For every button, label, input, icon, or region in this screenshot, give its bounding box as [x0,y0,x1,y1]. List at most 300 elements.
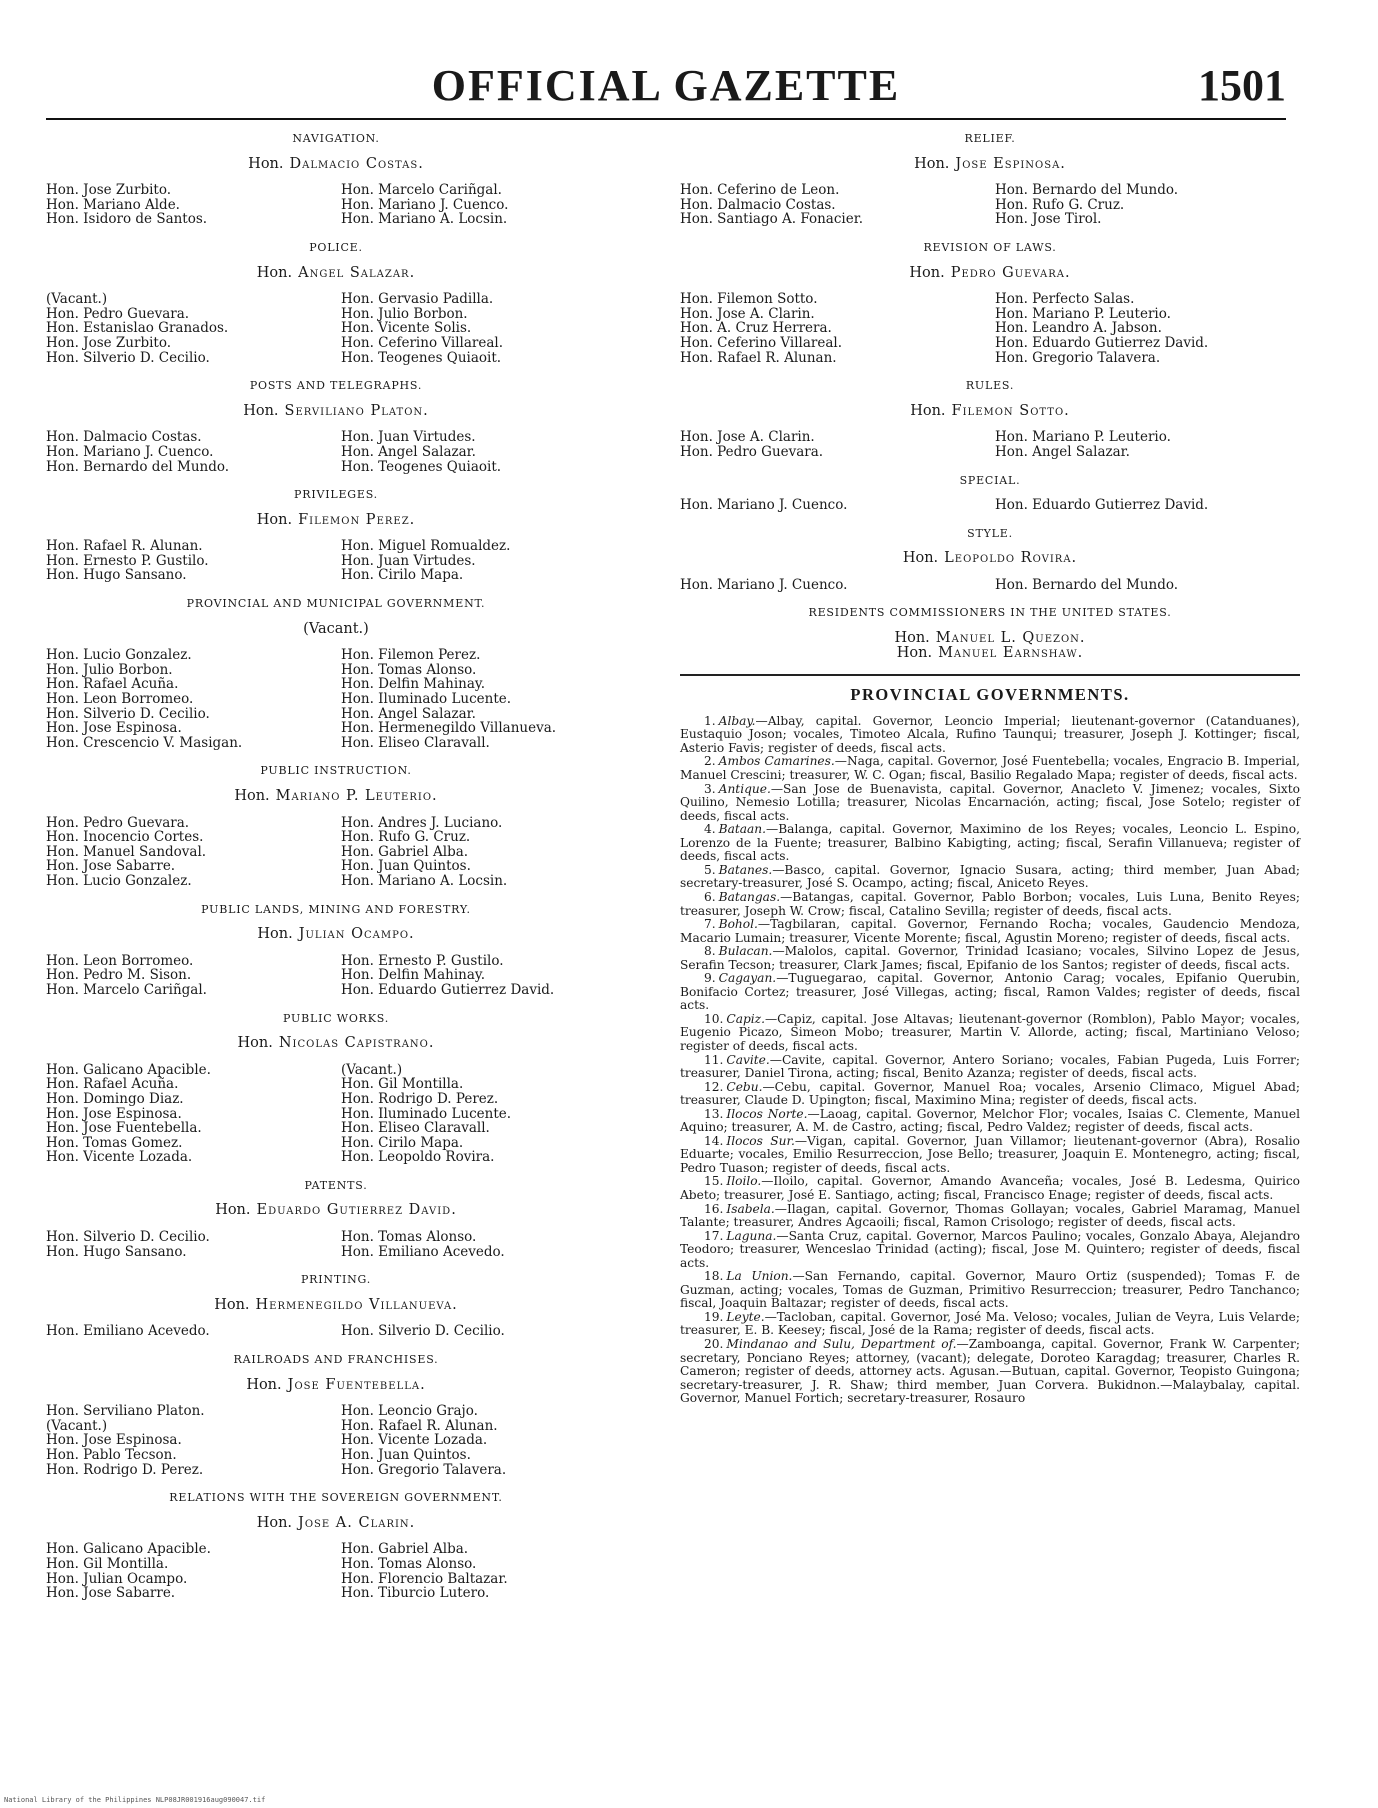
province-name: Antique. [718,781,771,796]
chair-honorific: Hon. [896,644,933,661]
province-name: Ilocos Sur. [726,1133,795,1148]
committee-members [46,430,626,474]
member-name: Hon. Florencio Baltazar. [341,1570,508,1587]
committee-name: STYLE. [967,526,1013,540]
member-name: Hon. Ernesto P. Gustilo. [341,952,504,969]
committee-chair [680,404,1300,419]
member-name: Hon. Estanislao Granados. [46,320,229,337]
committee-members [680,578,1300,593]
committee-section [680,527,1300,593]
members-right [331,1542,626,1600]
province-entry [680,1054,1300,1081]
provincial-governments-heading: PROVINCIAL GOVERNMENTS. [850,685,1130,705]
entry-number: 9. [704,971,716,986]
member-name: Hon. Mariano J. Cuenco. [680,497,848,514]
member-name: Hon. Angel Salazar. [995,443,1130,460]
member-name: Hon. Jose Tirol. [995,211,1102,228]
scan-credit: National Library of the Philippines NLP08JR001916aug090047.tif [4,1796,266,1804]
committee-name: PATENTS. [304,1178,368,1192]
province-entry [680,945,1300,972]
committee-name: RESIDENTS COMMISSIONERS IN THE UNITED STATES. [808,606,1172,620]
members-right [985,292,1300,365]
province-name: Batanes. [718,862,773,877]
member-name: Hon. Ceferino Villareal. [680,334,842,351]
gazette-title: OFFICIAL GAZETTE [431,61,901,110]
member-name: Hon. Jose Zurbito. [46,334,172,351]
chair-name: Jose Fuentebella. [287,1376,426,1393]
committee-name: PUBLIC LANDS, MINING AND FORESTRY. [201,902,471,916]
chair-honorific: Hon. [909,264,945,281]
chair-honorific: Hon. [894,630,930,647]
member-name: Hon. Julio Borbon. [46,661,173,678]
member-name: Hon. Emiliano Acevedo. [341,1243,505,1260]
chair-honorific: Hon. [237,1035,273,1052]
members-right [985,183,1300,227]
chair-honorific: Hon. [910,402,946,419]
province-name: Ambos Camarines. [718,754,835,769]
committee-chair [680,266,1300,281]
member-name: Hon. Tomas Alonso. [341,1229,477,1246]
member-name: Hon. Lucio Gonzalez. [46,872,192,889]
right-committees [680,132,1300,660]
member-name: Hon. Galicano Apacible. [46,1061,211,1078]
committee-members [680,183,1300,227]
members-right [331,430,626,474]
committee-chair [46,1203,626,1218]
committee-section [680,132,1300,227]
committee-name: PROVINCIAL AND MUNICIPAL GOVERNMENT. [186,597,486,611]
chair-honorific: Hon. [248,155,284,172]
members-right [331,954,626,998]
commissioner-name [680,646,1300,661]
member-name: Hon. Bernardo del Mundo. [995,182,1179,199]
member-name: Hon. Gil Montilla. [46,1555,169,1572]
province-entry [680,918,1300,945]
province-details: —Vigan, capital. Governor, Juan Villamor; lieutenant-governor (Abra), Rosalio Eduarte; vocales, Emilio Resurreccion, Jose Bello; treasurer, Joaquin E. Montenegro, acting; fiscal, Pedro Tuason; register of deeds, fiscal acts. [680,1133,1300,1175]
province-entry [680,891,1300,918]
members-right [331,539,626,583]
committee-section [46,1353,626,1477]
province-entry [680,1108,1300,1135]
members-left [46,1542,331,1600]
committee-members [46,1542,626,1600]
commissioner: Manuel Earnshaw. [938,644,1084,661]
member-name: Hon. Marcelo Cariñgal. [341,182,502,199]
member-name: Hon. Silverio D. Cecilio. [46,705,210,722]
member-name: Hon. Rodrigo D. Perez. [341,1090,499,1107]
committee-section [46,903,626,998]
member-name: Hon. Angel Salazar. [341,705,476,722]
member-name: Hon. Filemon Perez. [341,647,481,664]
chair-honorific: Hon. [256,511,293,528]
entry-number: 3. [704,781,716,796]
province-details: —Iloilo, capital. Governor, Amando Avanceña; vocales, José B. Ledesma, Quirico Abeto; treasurer, José E. Santiago, acting; fiscal, Francisco Enage; register of deeds, fiscal acts. [680,1174,1300,1202]
entry-number: 13. [704,1106,724,1121]
committee-section [46,764,626,888]
member-name: Hon. Mariano A. Locsin. [341,872,508,889]
member-name: Hon. Mariano J. Cuenco. [46,443,214,460]
members-left [46,292,331,365]
member-name: Hon. Jose Sabarre. [46,1585,176,1602]
committee-chair [46,404,626,419]
member-name: Hon. A. Cruz Herrera. [680,320,832,337]
chair-name: Mariano P. Leuterio. [275,788,438,804]
province-entry [680,823,1300,864]
committee-members [46,1063,626,1165]
province-details: —Tacloban, capital. Governor, José Ma. Veloso; vocales, Julian de Veyra, Luis Velarde; treasurer, E. B. Keesey; fiscal, José de la Rama; register of deeds, fiscal acts. [680,1309,1300,1338]
member-name: Hon. Teogenes Quiaoit. [341,349,502,366]
entry-number: 16. [704,1201,724,1216]
committee-name: RULES. [965,379,1015,393]
member-name: Hon. Jose Fuentebella. [46,1120,202,1137]
committee-chair [46,1378,626,1393]
member-name: Hon. Leon Borromeo. [46,952,194,969]
member-name: Hon. Vicente Lozada. [46,1149,193,1166]
committee-section [46,132,626,227]
members-right [331,1404,626,1477]
province-name: Capiz. [726,1011,765,1026]
members-left [680,183,985,227]
province-name: Bataan. [718,822,767,837]
committee-chair [46,927,626,942]
committee-name: PUBLIC INSTRUCTION. [260,764,412,778]
member-name: Hon. Leoncio Grajo. [341,1403,478,1420]
member-name: Hon. Rafael R. Alunan. [341,1417,498,1434]
chair-honorific: Hon. [243,402,279,419]
member-name: Hon. Julian Ocampo. [46,1570,188,1587]
committee-members [46,954,626,998]
chair-honorific: Hon. [914,155,950,172]
chair-honorific: Hon. [256,264,293,281]
committee-name: PRIVILEGES. [294,488,378,502]
chair-name: Serviliano Platon. [284,402,429,419]
province-name: Cagayan. [718,971,777,986]
member-name: Hon. Juan Virtudes. [341,429,476,446]
member-name: Hon. Vicente Solis. [341,320,472,337]
member-name: Hon. Serviliano Platon. [46,1403,205,1420]
member-name: Hon. Hugo Sansano. [46,1243,187,1260]
member-name: Hon. Leopoldo Rovira. [341,1149,495,1166]
member-name: Hon. Mariano J. Cuenco. [341,196,509,213]
committee-name: RELATIONS WITH THE SOVEREIGN GOVERNMENT. [169,1491,503,1505]
province-name: Ilocos Norte. [726,1106,808,1121]
chair-honorific: Hon. [234,788,270,804]
member-name: Hon. Mariano P. Leuterio. [995,429,1171,446]
entry-number: 14. [704,1133,724,1148]
member-name: Hon. Ernesto P. Gustilo. [46,552,209,569]
members-right [985,578,1300,593]
committee-members [680,292,1300,365]
province-name: Bulacan. [718,944,773,959]
member-name: Hon. Rafael Acuña. [46,676,179,693]
province-name: Bohol. [718,917,758,932]
chair-name: Pedro Guevara. [950,264,1071,281]
province-details: —Balanga, capital. Governor, Maximino de los Reyes; vocales, Leoncio L. Espino, Lorenzo de la Fuente; treasurer, Balbino Kabigting, acting; fiscal, Serafin Villanueva; register of deeds, fiscal acts. [680,822,1300,864]
province-name: Isabela. [726,1201,775,1216]
commissioner-name [680,631,1300,646]
committee-chair [46,157,626,172]
member-name: Hon. Rafael R. Alunan. [46,538,203,555]
committee-section [680,474,1300,513]
chair-honorific: Hon. [902,550,939,567]
entry-number: 12. [704,1079,724,1094]
province-name: Batangas. [718,889,781,904]
province-entry [680,1270,1300,1311]
members-right [331,183,626,227]
entry-number: 10. [704,1011,724,1026]
members-left [46,1063,331,1165]
committee-chair [46,513,626,528]
member-name: Hon. Domingo Diaz. [46,1090,184,1107]
province-name: La Union. [726,1269,793,1284]
member-name: Hon. Eduardo Gutierrez David. [995,334,1209,351]
entry-number: 2. [704,754,716,769]
member-name: (Vacant.) [46,1417,108,1434]
province-entry [680,1311,1300,1338]
member-name: Hon. Vicente Lozada. [341,1432,488,1449]
members-right [985,498,1300,513]
entry-number: 1. [704,713,716,728]
province-details: —Capiz, capital. Jose Altavas; lieutenant-governor (Romblon), Pablo Mayor; vocales, Eugenio Picazo, Simeon Mobo; treasurer, Martin V. Allorde, acting; fiscal, Martiniano Veloso; register of deeds, fiscal acts. [680,1011,1300,1053]
members-left [46,1404,331,1477]
committee-chair [46,1516,626,1531]
province-name: Iloilo. [726,1174,762,1189]
member-name: Hon. Rufo G. Cruz. [341,829,471,846]
member-name: Hon. Crescencio V. Masigan. [46,734,243,751]
member-name: Hon. Pedro M. Sison. [46,967,192,984]
left-column [46,128,626,1603]
masthead [46,60,1286,120]
province-entry [680,972,1300,1013]
chair-name: Filemon Sotto. [951,402,1070,419]
members-right [331,1063,626,1165]
committee-section [46,1179,626,1259]
entry-number: 6. [704,889,716,904]
member-name: Hon. Ceferino Villareal. [341,334,503,351]
province-details: —Tuguegarao, capital. Governor, Antonio Carag; vocales, Epifanio Querubin, Bonifacio Cortez; treasurer, José Villegas, acting; fiscal, Ramon Valdes; register of deeds, fiscal acts. [680,971,1300,1013]
member-name: Hon. Jose Espinosa. [46,1432,182,1449]
chair-name: Hermenegildo Villanueva. [255,1296,458,1313]
members-right [331,648,626,750]
chair-name: Jose A. Clarin. [298,1514,416,1531]
committee-section [46,1012,626,1165]
member-name: Hon. Juan Quintos. [341,858,471,875]
province-entry [680,755,1300,782]
member-name: Hon. Jose Espinosa. [46,720,182,737]
member-name: Hon. Tomas Gomez. [46,1134,183,1151]
member-name: Hon. Gregorio Talavera. [341,1461,507,1478]
committee-members [680,498,1300,513]
province-name: Albay. [718,713,756,728]
member-name: Hon. Silverio D. Cecilio. [46,1229,210,1246]
province-details: —Laoag, capital. Governor, Melchor Flor; vocales, Isaias C. Clemente, Manuel Aquino; treasurer, A. M. de Castro, acting; fiscal, Pedro Valdez; register of deeds, fiscal acts. [680,1106,1300,1135]
committee-members [46,539,626,583]
member-name: Hon. Julio Borbon. [341,305,468,322]
member-name: Hon. Iluminado Lucente. [341,691,512,708]
member-name: Hon. Eliseo Claravall. [341,1120,490,1137]
member-name: Hon. Jose Sabarre. [46,858,176,875]
right-column [680,128,1300,1406]
member-name: Hon. Isidoro de Santos. [46,211,208,228]
province-entry [680,1013,1300,1054]
province-entry [680,1203,1300,1230]
committee-members [46,292,626,365]
members-left [680,578,985,593]
section-separator [680,674,1300,676]
member-name: Hon. Gabriel Alba. [341,843,469,860]
committee-members [46,183,626,227]
committee-section [46,597,626,750]
committee-members [46,1324,626,1339]
province-details: —Malolos, capital. Governor, Trinidad Icasiano; vocales, Silvino Lopez de Jesus, Serafin Tecson; treasurer, Clark James; fiscal, Epifanio de los Santos; register of deeds, fiscal acts. [680,944,1300,972]
province-details: —Santa Cruz, capital. Governor, Marcos Paulino; vocales, Gonzalo Abaya, Alejandro Teodoro; treasurer, Wenceslao Trinidad (acting); fiscal, Jose M. Quintero; register of deeds, fiscal acts. [680,1228,1300,1270]
province-details: —Batangas, capital. Governor, Pablo Borbon; vocales, Luis Luna, Benito Reyes; treasurer, Joseph W. Crow; fiscal, Catalino Sevilla; register of deeds, fiscal acts. [680,889,1300,918]
members-left [680,430,985,459]
member-name: Hon. Perfecto Salas. [995,291,1135,308]
committee-chair [46,1298,626,1313]
committee-chair [46,1036,626,1051]
member-name: Hon. Emiliano Acevedo. [46,1323,210,1340]
member-name: Hon. Teogenes Quiaoit. [341,458,502,475]
province-entry [680,783,1300,824]
member-name: Hon. Bernardo del Mundo. [995,576,1179,593]
committee-chair [680,551,1300,566]
member-name: Hon. Eduardo Gutierrez David. [341,981,555,998]
entry-number: 20. [704,1337,724,1351]
chair-honorific: Hon. [257,926,293,943]
members-right [331,1230,626,1259]
province-name: Mindanao and Sulu, Department of. [726,1337,957,1351]
province-name: Leyte. [726,1309,765,1324]
header-rule [46,118,1286,120]
member-name: Hon. Gil Montilla. [341,1076,464,1093]
member-name: Hon. Ceferino de Leon. [680,182,840,199]
committee-section [46,379,626,474]
committee-section [680,606,1300,660]
member-name: Hon. Silverio D. Cecilio. [46,349,210,366]
committee-name: SPECIAL. [959,473,1021,487]
province-details: —San Jose de Buenavista, capital. Governor, Anacleto V. Jimenez; vocales, Sixto Quilino, Nemesio Lotilla; treasurer, Nicolas Encarnación, acting; fiscal, Jose Sotelo; register of deeds, fiscal acts. [680,781,1300,823]
committee-members [46,1404,626,1477]
entry-number: 7. [704,917,716,932]
committee-members [46,816,626,889]
members-left [46,648,331,750]
committee-name: PRINTING. [300,1273,372,1287]
member-name: Hon. Delfin Mahinay. [341,676,486,693]
committee-members [680,430,1300,459]
member-name: Hon. Pedro Guevara. [680,443,824,460]
committee-members [46,648,626,750]
members-left [46,816,331,889]
chair-name: Julian Ocampo. [298,926,415,943]
member-name: Hon. Delfin Mahinay. [341,967,486,984]
committee-name: POSTS AND TELEGRAPHS. [249,379,423,393]
member-name: Hon. Inocencio Cortes. [46,829,204,846]
member-name: Hon. Jose Zurbito. [46,182,172,199]
province-entry [680,1135,1300,1176]
member-name: Hon. Mariano A. Locsin. [341,211,508,228]
province-details: —Albay, capital. Governor, Leoncio Imperial; lieutenant-governor (Catanduanes), Eustaquio Joson; vocales, Timoteo Alcala, Rufino Taunqui; treasurer, Joseph J. Kottinger; fiscal, Asterio Favis; register of deeds, fiscal acts. [680,713,1300,755]
member-name: Hon. Jose Espinosa. [46,1105,182,1122]
members-left [46,539,331,583]
chair-name: Filemon Perez. [298,511,416,528]
member-name: Hon. Dalmacio Costas. [680,196,836,213]
member-name: Hon. Cirilo Mapa. [341,567,464,584]
member-name: Hon. Filemon Sotto. [680,291,818,308]
province-details: —Naga, capital. Governor, José Fuentebella; vocales, Engracio B. Imperial, Manuel Crescini; treasurer, W. C. Ogan; fiscal, Basilio Regalado Mapa; register of deeds, fiscal acts. [680,754,1300,783]
member-name: Hon. Marcelo Cariñgal. [46,981,207,998]
member-name: Hon. Leandro A. Jabson. [995,320,1162,337]
member-name: Hon. Iluminado Lucente. [341,1105,512,1122]
chair-name: Eduardo Gutierrez David. [256,1202,457,1219]
page-number: 1501 [1198,61,1286,110]
members-right [331,292,626,365]
member-name: Hon. Rodrigo D. Perez. [46,1461,204,1478]
member-name: Hon. Jose A. Clarin. [680,429,815,446]
members-left [46,1324,331,1339]
member-name: Hon. Eliseo Claravall. [341,734,490,751]
province-name: Cebu. [726,1079,763,1094]
member-name: Hon. Rafael Acuña. [46,1076,179,1093]
province-details: —San Fernando, capital. Governor, Mauro Ortiz (suspended); Tomas F. de Guzman, acting; vocales, Tomas de Guzman, Primitivo Resurreccion; treasurer, Pedro Tanchanco; fiscal, Joaquin Baltazar; register of deeds, fiscal acts. [680,1269,1300,1311]
province-entry [680,1230,1300,1271]
member-name: Hon. Rafael R. Alunan. [680,349,837,366]
member-name: Hon. Bernardo del Mundo. [46,458,230,475]
committee-section [46,1491,626,1601]
member-name: Hon. Cirilo Mapa. [341,1134,464,1151]
member-name: Hon. Jose A. Clarin. [680,305,815,322]
member-name: Hon. Tomas Alonso. [341,661,477,678]
province-entry [680,1175,1300,1202]
committee-section [680,241,1300,365]
member-name: Hon. Galicano Apacible. [46,1541,211,1558]
province-details: —Zamboanga, capital. Governor, Frank W. Carpenter; secretary, Ponciano Reyes; attorney, (vacant); delegate, Doroteo Karagdag; treasurer, Charles R. Cameron; register of deeds, attorney acts. Agusan.—Butuan, capital. Governor, Teopisto Guingona; secretary-treasurer, J. R. Shaw; third member, Juan Corvera. Bukidnon.—Malaybalay, capital. Governor, Manuel Fortich; secretary-treasurer, Rosauro [680,1337,1300,1406]
committee-chair [46,789,626,804]
committee-section [46,1273,626,1339]
chair-honorific: Hon. [215,1202,251,1219]
entry-number: 17. [704,1228,724,1243]
members-right [331,1324,626,1339]
members-left [46,954,331,998]
member-name: Hon. Pedro Guevara. [46,305,190,322]
entry-number: 18. [704,1269,724,1284]
member-name: Hon. Juan Virtudes. [341,552,476,569]
member-name: Hon. Tomas Alonso. [341,1555,477,1572]
member-name: Hon. Dalmacio Costas. [46,429,202,446]
province-details: —Tagbilaran, capital. Governor, Fernando Rocha; vocales, Gaudencio Mendoza, Macario Lumain; treasurer, Vicente Morente; fiscal, Agustin Moreno; register of deeds, fiscal acts. [680,917,1300,945]
member-name: Hon. Leon Borromeo. [46,691,194,708]
member-name: Hon. Tiburcio Lutero. [341,1585,490,1602]
member-name: Hon. Miguel Romualdez. [341,538,511,555]
member-name: Hon. Mariano Alde. [46,196,180,213]
members-left [46,430,331,474]
members-right [985,430,1300,459]
provincial-entries [680,715,1300,1406]
member-name: Hon. Lucio Gonzalez. [46,647,192,664]
committee-name: POLICE. [309,240,363,254]
chair-honorific: Hon. [214,1296,250,1313]
committee-chair: (Vacant.) [303,620,369,637]
committee-name: NAVIGATION. [292,132,380,145]
province-details: —Basco, capital. Governor, Ignacio Susara, acting; third member, Juan Abad; secretary-treasurer, José S. Ocampo, acting; fiscal, Aniceto Reyes. [680,862,1300,891]
committee-name: REVISION OF LAWS. [923,240,1057,254]
committee-name: RAILROADS AND FRANCHISES. [233,1353,439,1367]
member-name: (Vacant.) [341,1061,403,1078]
province-details: —Cebu, capital. Governor, Manuel Roa; vocales, Arsenio Climaco, Miguel Abad; treasurer, Claude D. Upington; fiscal, Maximino Mina; register of deeds, fiscal acts. [680,1079,1300,1108]
member-name: Hon. Juan Quintos. [341,1447,471,1463]
entry-number: 5. [704,862,716,877]
committee-chair [46,266,626,281]
